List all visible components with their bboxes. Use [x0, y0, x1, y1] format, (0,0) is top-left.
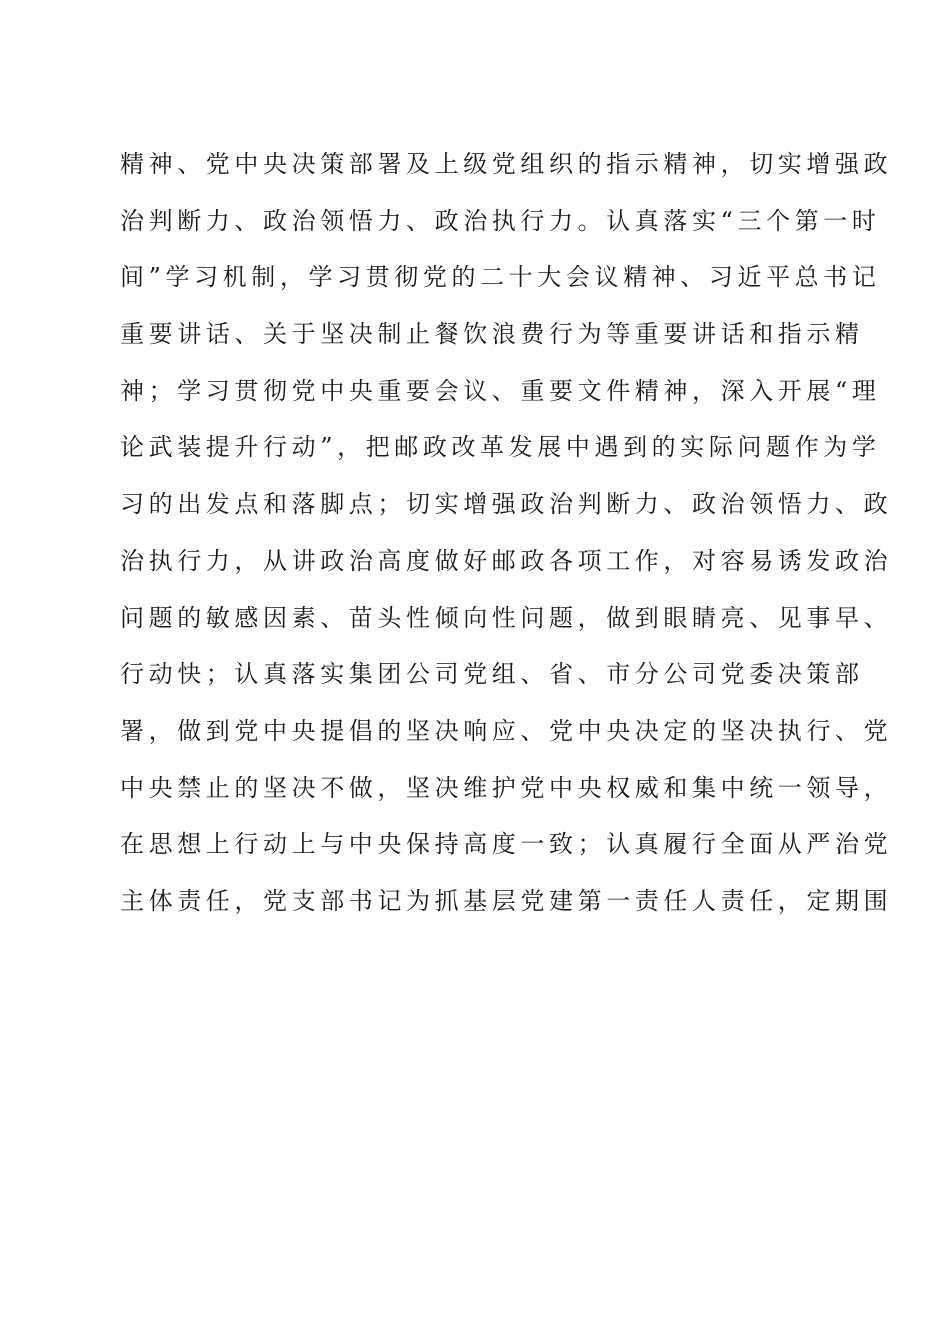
text-line-11: 署，做到党中央提倡的坚决响应、党中央决定的坚决执行、党	[120, 716, 893, 745]
text-line-3: 间”学习机制，学习贯彻党的二十大会议精神、习近平总书记	[120, 263, 881, 292]
text-line-7: 习的出发点和落脚点；切实增强政治判断力、政治领悟力、政	[120, 490, 893, 519]
text-line-9: 问题的敏感因素、苗头性倾向性问题，做到眼睛亮、见事早、	[120, 603, 893, 632]
text-line-2: 治判断力、政治领悟力、政治执行力。认真落实“三个第一时	[120, 206, 881, 235]
text-line-13: 在思想上行动上与中央保持高度一致；认真履行全面从严治党	[120, 830, 893, 859]
text-line-1: 精神、党中央决策部署及上级党组织的指示精神，切实增强政	[120, 150, 893, 178]
text-line-6: 论武装提升行动”，把邮政改革发展中遇到的实际问题作为学	[120, 433, 881, 462]
body-paragraph	[120, 136, 893, 930]
text-line-4: 重要讲话、关于坚决制止餐饮浪费行为等重要讲话和指示精	[120, 320, 864, 349]
text-line-12: 中央禁止的坚决不做，坚决维护党中央权威和集中统一领导，	[120, 773, 893, 802]
text-line-14: 主体责任，党支部书记为抓基层党建第一责任人责任，定期围	[120, 886, 893, 915]
text-line-10: 行动快；认真落实集团公司党组、省、市分公司党委决策部	[120, 660, 864, 689]
text-line-8: 治执行力，从讲政治高度做好邮政各项工作，对容易诱发政治	[120, 546, 893, 575]
text-line-5: 神；学习贯彻党中央重要会议、重要文件精神，深入开展“理	[120, 376, 881, 405]
